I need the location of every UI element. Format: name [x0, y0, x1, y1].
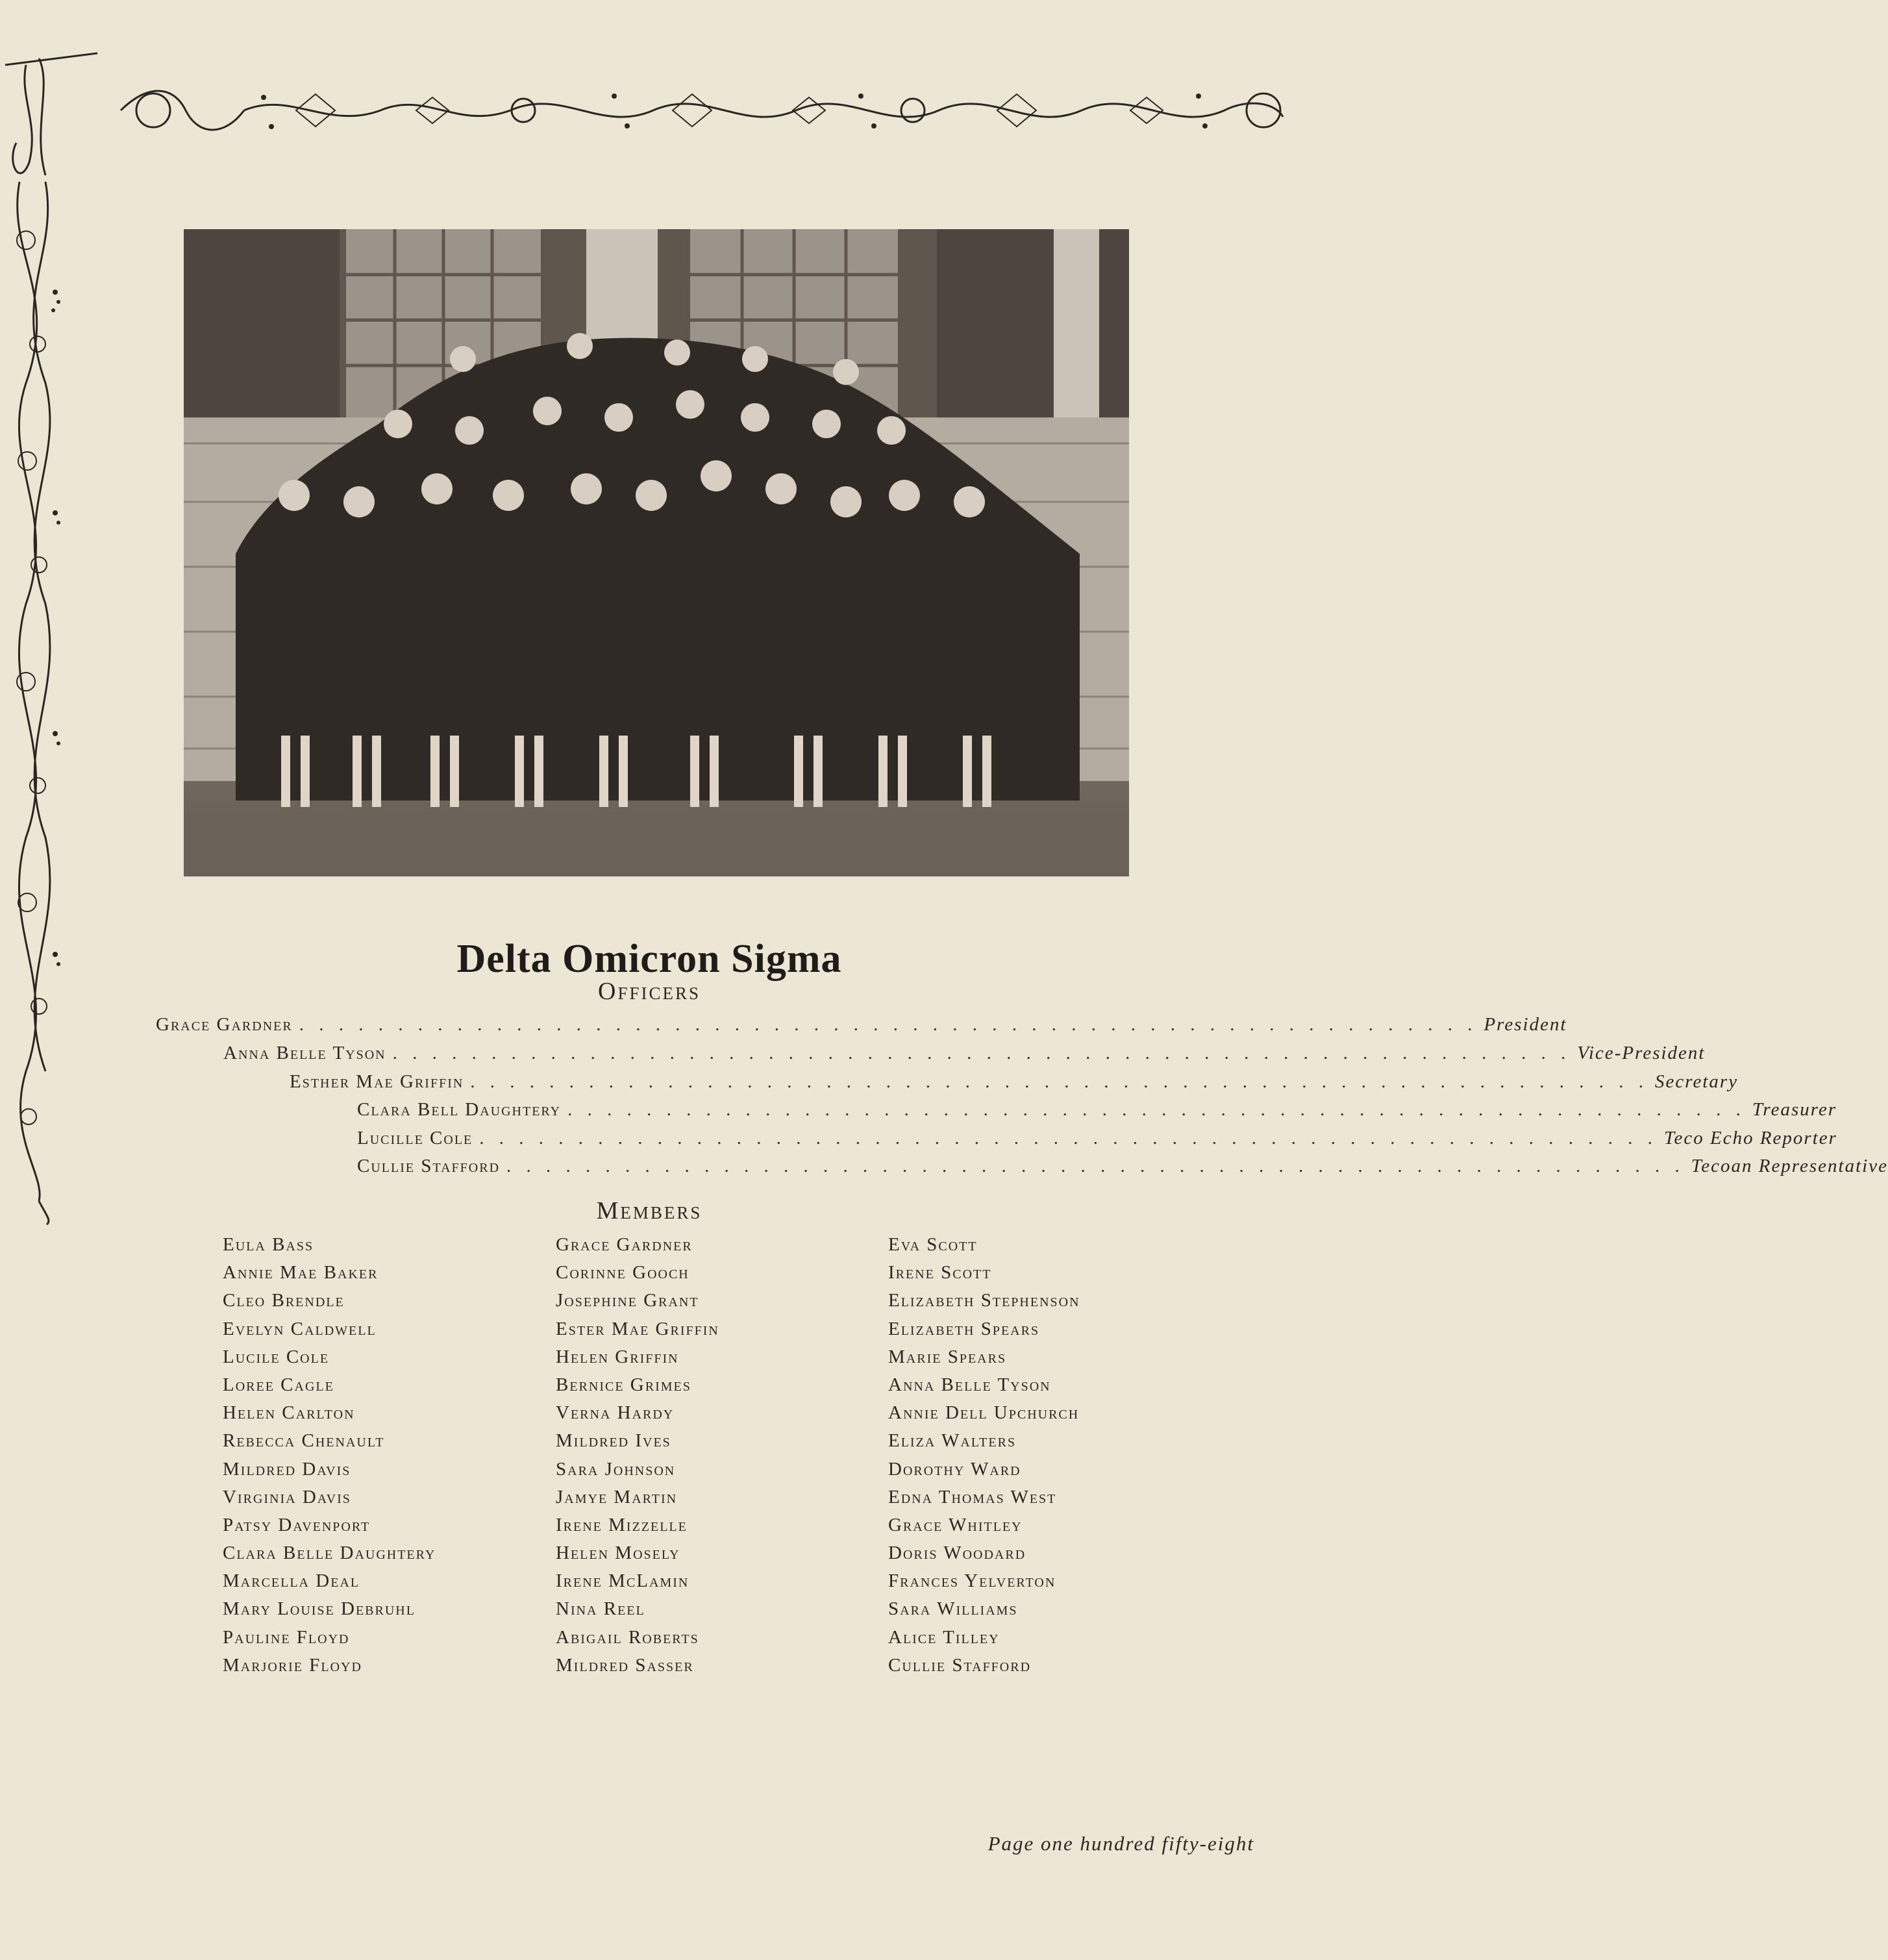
officer-row [156, 1014, 1567, 1043]
member-name: Eula Bass [223, 1234, 314, 1255]
dot-leader: . . . . . . . . . . . . . . . . . . . . . . . . . . . . . . . . . . . . . . . . . . . . . . . . . . . . . . . . . . . . [392, 1043, 1571, 1063]
scroll-ornament [121, 78, 1286, 143]
member-name: Corinne Gooch [556, 1262, 689, 1284]
officer-role: Treasurer [1752, 1099, 1837, 1120]
member-name: Virginia Davis [223, 1486, 351, 1507]
member-name: Mildred Davis [223, 1458, 351, 1480]
member-name: Eva Scott [888, 1234, 978, 1255]
member-name: Mildred Ives [556, 1430, 671, 1452]
member-name: Sara Williams [888, 1598, 1018, 1620]
member-name: Rebecca Chenault [223, 1430, 385, 1452]
member-name: Anna Belle Tyson [888, 1374, 1051, 1395]
member-name: Grace Whitley [888, 1514, 1023, 1535]
officer-name: Esther Mae Griffin [290, 1071, 464, 1092]
member-name: Mildred Sasser [556, 1654, 694, 1676]
member-name: Pauline Floyd [223, 1626, 350, 1648]
member-name: Jamye Martin [556, 1486, 678, 1507]
member-name: Josephine Grant [556, 1290, 699, 1311]
member-name: Irene Scott [888, 1262, 992, 1284]
member-name: Edna Thomas West [888, 1486, 1057, 1507]
officer-name: Cullie Stafford [357, 1156, 501, 1176]
member-name: Clara Belle Daughtery [223, 1543, 436, 1564]
member-name: Marcella Deal [223, 1570, 360, 1592]
officer-row [357, 1156, 1888, 1184]
dot-leader: . . . . . . . . . . . . . . . . . . . . . . . . . . . . . . . . . . . . . . . . . . . . . . . . . . . . . . . . . . . . [479, 1128, 1658, 1148]
member-name: Alice Tilley [888, 1626, 1000, 1648]
member-name: Doris Woodard [888, 1543, 1026, 1564]
member-name: Elizabeth Stephenson [888, 1290, 1080, 1311]
members-column-2 [556, 1231, 719, 1680]
members-heading: Members [596, 1197, 702, 1224]
member-name: Sara Johnson [556, 1458, 676, 1480]
member-name: Helen Griffin [556, 1346, 679, 1367]
page-number: Page one hundred fifty-eight [987, 1832, 1254, 1855]
dot-leader: . . . . . . . . . . . . . . . . . . . . . . . . . . . . . . . . . . . . . . . . . . . . . . . . . . . . . . . . . . . . [506, 1156, 1685, 1176]
officer-role: Teco Echo Reporter [1664, 1128, 1837, 1148]
member-name: Ester Mae Griffin [556, 1318, 719, 1339]
officer-row [357, 1128, 1837, 1156]
member-name: Annie Dell Upchurch [888, 1402, 1080, 1424]
member-name: Mary Louise Debruhl [223, 1598, 416, 1620]
member-name: Loree Cagle [223, 1374, 334, 1395]
dot-leader: . . . . . . . . . . . . . . . . . . . . . . . . . . . . . . . . . . . . . . . . . . . . . . . . . . . . . . . . . . . . [299, 1014, 1478, 1035]
officers-heading: Officers [598, 978, 701, 1005]
member-name: Lucile Cole [223, 1346, 330, 1367]
member-name: Marie Spears [888, 1346, 1007, 1367]
officer-role: Tecoan Representative [1691, 1156, 1888, 1176]
member-name: Verna Hardy [556, 1402, 675, 1424]
member-name: Irene Mizzelle [556, 1514, 688, 1535]
dot-leader: . . . . . . . . . . . . . . . . . . . . . . . . . . . . . . . . . . . . . . . . . . . . . . . . . . . . . . . . . . . . [470, 1071, 1649, 1092]
member-name: Cleo Brendle [223, 1290, 345, 1311]
members-column-1 [223, 1231, 436, 1680]
page-title: Delta Omicron Sigma [456, 936, 842, 981]
officer-row [357, 1099, 1837, 1128]
officer-row [223, 1043, 1706, 1071]
officer-name: Grace Gardner [156, 1014, 293, 1035]
officer-role: Vice-President [1577, 1043, 1706, 1063]
member-name: Bernice Grimes [556, 1374, 691, 1395]
member-name: Grace Gardner [556, 1234, 693, 1255]
member-name: Eliza Walters [888, 1430, 1017, 1452]
member-name: Abigail Roberts [556, 1626, 699, 1648]
members-column-3 [888, 1231, 1080, 1680]
officer-name: Lucille Cole [357, 1128, 473, 1148]
officer-role: President [1484, 1014, 1567, 1035]
member-name: Helen Mosely [556, 1543, 680, 1564]
member-name: Patsy Davenport [223, 1514, 371, 1535]
member-name: Annie Mae Baker [223, 1262, 379, 1284]
member-name: Helen Carlton [223, 1402, 355, 1424]
vine-border-ornament [0, 45, 71, 1227]
member-name: Elizabeth Spears [888, 1318, 1040, 1339]
officer-name: Anna Belle Tyson [223, 1043, 386, 1063]
member-name: Evelyn Caldwell [223, 1318, 377, 1339]
member-name: Irene McLamin [556, 1570, 689, 1592]
officer-name: Clara Bell Daughtery [357, 1099, 562, 1120]
group-photo [184, 229, 1129, 876]
member-name: Dorothy Ward [888, 1458, 1021, 1480]
member-name: Frances Yelverton [888, 1570, 1056, 1592]
officer-role: Secretary [1655, 1071, 1739, 1092]
member-name: Nina Reel [556, 1598, 645, 1620]
member-name: Marjorie Floyd [223, 1654, 362, 1676]
officer-row [290, 1071, 1739, 1100]
member-name: Cullie Stafford [888, 1654, 1032, 1676]
dot-leader: . . . . . . . . . . . . . . . . . . . . . . . . . . . . . . . . . . . . . . . . . . . . . . . . . . . . . . . . . . . . [567, 1099, 1746, 1120]
